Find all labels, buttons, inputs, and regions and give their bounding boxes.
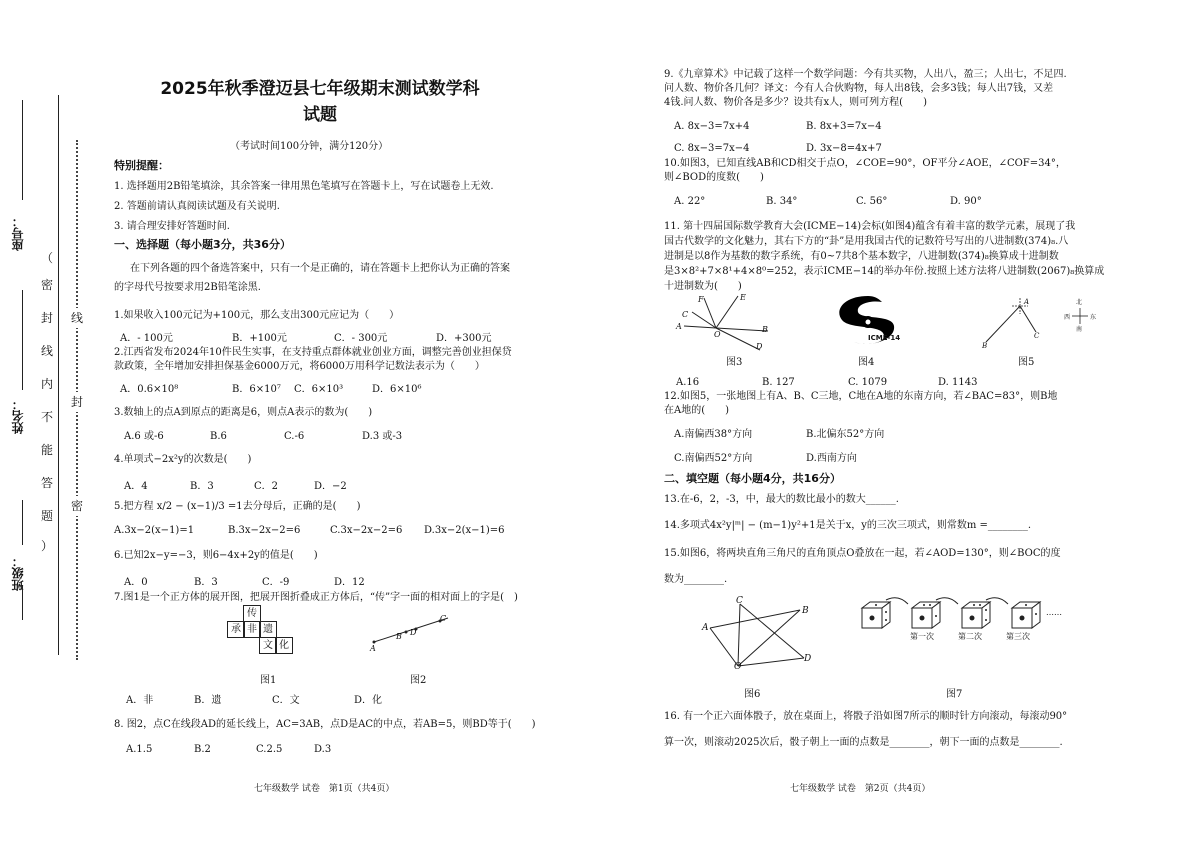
seal-char: 线 xyxy=(40,344,53,358)
fig6-label-d: D xyxy=(804,654,812,664)
net-cell: 传 xyxy=(243,605,261,622)
fig5-label-b: B xyxy=(982,342,988,350)
option: B.3x−2x−2=6 xyxy=(228,525,301,536)
class-label: 班级： xyxy=(11,555,25,591)
question-11-cont: 国古代数学的文化魅力，其右下方的“卦”是用我国古代的记数符号写出的八进制数(374)₈.八 xyxy=(664,236,1069,247)
option: D. 3x−8=4x+7 xyxy=(806,143,882,154)
seal-xian: 线 xyxy=(70,308,84,328)
option: A. 22° xyxy=(674,196,706,207)
section1-instruction: 的字母代号按要求用2B铅笔涂黑. xyxy=(114,282,261,293)
exam-title-2: 试题 xyxy=(303,105,337,125)
option: B. 34° xyxy=(766,196,798,207)
option: A．0 xyxy=(124,577,148,588)
question-16-cont: 算一次，则滚动2025次后，骰子朝上一面的点数是________，朝下一面的点数是________. xyxy=(664,737,1063,748)
seat-underline xyxy=(22,100,23,200)
question-4: 4.单项式−2x²y的次数是( ) xyxy=(114,454,252,465)
fig2-label-a: A xyxy=(370,644,376,653)
section1-instruction: 在下列各题的四个备选答案中，只有一个是正确的，请在答题卡上把你认为正确的答案 xyxy=(130,263,510,274)
notice-item: 2. 答题前请认真阅读试题及有关说明. xyxy=(114,201,280,212)
seal-char: 内 xyxy=(40,377,53,391)
question-15: 15.如图6，将两块直角三角尺的直角顶点O叠放在一起，若∠AOD=130°，则∠BOC的度 xyxy=(664,548,1061,559)
question-10: 10.如图3，已知直线AB和CD相交于点O，∠COE=90°，OF平分∠AOE，∠COF=34°， xyxy=(664,158,1066,169)
question-9: 9.《九章算术》中记载了这样一个数学问题：今有共买物，人出八，盈三；人出七，不足四. xyxy=(664,69,1067,80)
fig3-label-d: D xyxy=(756,342,763,351)
figure-4-caption: 图4 xyxy=(858,357,875,368)
option: A.3x−2(x−1)=1 xyxy=(114,525,195,536)
seal-char: 题 xyxy=(40,509,53,523)
option: C.南偏西52°方向 xyxy=(674,453,753,464)
fig3-label-f: F xyxy=(698,295,704,304)
notice-heading: 特别提醒： xyxy=(114,159,169,172)
question-12: 12.如图5，一张地图上有A、B、C三地，C地在A地的东南方向，若∠BAC=83°，则B地 xyxy=(664,391,1058,402)
figure-1-caption: 图1 xyxy=(260,675,277,686)
option: C. 56° xyxy=(856,196,888,207)
option: A．非 xyxy=(126,695,154,706)
fig6-label-b: B xyxy=(802,606,809,616)
question-16: 16. 有一个正六面体骰子，放在桌面上，将骰子沿如图7所示的顺时针方向滚动，每滚动90° xyxy=(664,711,1068,722)
figure-2-caption: 图2 xyxy=(410,675,427,686)
figure-6-triangles xyxy=(704,600,814,670)
fig6-label-c: C xyxy=(736,596,743,606)
class-underline xyxy=(22,500,23,545)
fig3-label-e: E xyxy=(740,293,746,302)
seal-char: 不 xyxy=(40,410,53,424)
fig5-label-a: A xyxy=(1024,298,1030,306)
option: C．2 xyxy=(254,481,279,492)
fig3-label-o: O xyxy=(714,330,721,339)
name-label: 姓名： xyxy=(11,398,25,434)
question-6: 6.已知2x−y=−3，则6−4x+2y的值是( ) xyxy=(114,550,318,561)
page-2-footer: 七年级数学 试卷 第2页（共4页） xyxy=(790,784,931,794)
seal-char: ） xyxy=(40,539,53,553)
name-underline xyxy=(22,290,23,390)
page-1-footer: 七年级数学 试卷 第1页（共4页） xyxy=(254,784,395,794)
option: C．6×10³ xyxy=(294,384,344,395)
fig4-text: ICME-14 xyxy=(868,334,901,342)
option: A．4 xyxy=(124,481,148,492)
option: D．化 xyxy=(354,695,383,706)
question-3: 3.数轴上的点A到原点的距离是6，则点A表示的数为( ) xyxy=(114,407,373,418)
option: D.3 或-3 xyxy=(362,431,403,442)
net-cell: 遗 xyxy=(259,621,277,638)
figure-6-caption: 图6 xyxy=(744,689,761,700)
question-11-cont: 是3×8²+7×8¹+4×8⁰=252，表示ICME−14的举办年份.按照上述方法将八进制数(2067)₈换算成 xyxy=(664,266,1105,277)
option: A.6 或-6 xyxy=(124,431,164,442)
seal-char: 答 xyxy=(40,476,53,490)
compass-north: 北 xyxy=(1076,299,1083,306)
option: A．- 100元 xyxy=(120,333,173,344)
seal-char: 能 xyxy=(40,443,53,457)
question-15-cont: 数为________. xyxy=(664,574,728,585)
option: B．3 xyxy=(190,481,214,492)
option: B.北偏东52°方向 xyxy=(806,429,885,440)
option: D. 1143 xyxy=(938,377,978,388)
option: A.1.5 xyxy=(126,744,153,755)
question-1: 1.如果收入100元记为+100元，那么支出300元应记为（ ） xyxy=(114,310,400,321)
option: C.-6 xyxy=(284,431,305,442)
option: B. 8x+3=7x−4 xyxy=(806,121,882,132)
seat-label: 座号： xyxy=(11,215,25,251)
fig3-label-a: A xyxy=(676,322,682,331)
option: D.3 xyxy=(314,744,332,755)
option: B.6 xyxy=(210,431,227,442)
option: D.3x−2(x−1)=6 xyxy=(424,525,505,536)
exam-subtitle: （考试时间100分钟，满分120分） xyxy=(230,141,389,152)
option: D．12 xyxy=(334,577,365,588)
question-2-cont: 款政策，全年增加安排担保基金6000万元，将6000万用科学记数法表示为（ ） xyxy=(114,361,485,372)
option: B．3 xyxy=(194,577,218,588)
option: B．6×10⁷ xyxy=(232,384,281,395)
seal-char: 密 xyxy=(40,278,53,292)
compass-east: 东 xyxy=(1090,314,1097,321)
dice-ellipsis: …… xyxy=(1046,608,1062,617)
option: D．6×10⁶ xyxy=(372,384,422,395)
option: C.2.5 xyxy=(256,744,283,755)
figure-7-caption: 图7 xyxy=(946,689,963,700)
option: D．+300元 xyxy=(436,333,492,344)
option: D.西南方向 xyxy=(806,453,857,464)
notice-item: 3. 请合理安排好答题时间. xyxy=(114,221,230,232)
option: C．-9 xyxy=(262,577,290,588)
option: B.2 xyxy=(194,744,211,755)
section1-title: 一、选择题（每小题3分，共36分） xyxy=(114,238,291,251)
class-underline-2 xyxy=(22,585,23,620)
question-8: 8. 图2，点C在线段AD的延长线上，AC=3AB，点D是AC的中点，若AB=5，则BD等于( ) xyxy=(114,719,536,730)
option: C．文 xyxy=(272,695,300,706)
option: D. 90° xyxy=(950,196,982,207)
question-5: 5.把方程 x/2 − (x−1)/3 =1去分母后，正确的是( ) xyxy=(114,501,361,512)
question-2: 2.江西省发布2024年10件民生实事，在支持重点群体就业创业方面，调整完善创业担保贷 xyxy=(114,347,512,358)
option: B．+100元 xyxy=(232,333,287,344)
fig6-label-a: A xyxy=(702,623,709,633)
net-cell: 文 xyxy=(259,637,277,654)
section2-title: 二、填空题（每小题4分，共16分） xyxy=(664,472,841,485)
question-9-cont: 问人数、物价各几何？译文：今有人合伙购物，每人出8钱，会多3钱；每人出7钱，又差 xyxy=(664,83,1054,94)
figure-3-caption: 图3 xyxy=(726,357,743,368)
fig2-label-d: D xyxy=(410,628,417,637)
option: C. 1079 xyxy=(848,377,888,388)
question-11-cont: 进制是以8作为基数的数字系统，有0~7共8个基本数字，八进制数(374)₈换算成十进制数 xyxy=(664,251,1059,262)
seal-feng: 封 xyxy=(70,392,84,412)
question-11-cont: 十进制数为( ) xyxy=(664,281,742,292)
dice-label: 第三次 xyxy=(1006,632,1030,641)
net-cell: 承 xyxy=(227,621,245,638)
question-12-cont: 在A地的( ) xyxy=(664,405,730,416)
seal-char: （ xyxy=(40,251,53,265)
fig3-label-c: C xyxy=(682,310,689,319)
option: B．遗 xyxy=(194,695,222,706)
fig3-label-b: B xyxy=(762,325,768,334)
exam-title: 2025年秋季澄迈县七年级期末测试数学科 xyxy=(160,79,480,99)
net-cell: 化 xyxy=(275,637,293,654)
compass-west: 西 xyxy=(1064,314,1071,321)
compass-south: 南 xyxy=(1076,326,1083,333)
option: B. 127 xyxy=(762,377,795,388)
fig2-label-c: C xyxy=(440,614,447,623)
question-14: 14.多项式4x²y|ᵐ| − (m−1)y²+1是关于x，y的三次三项式，则常数m =________. xyxy=(664,520,1032,531)
option: A.16 xyxy=(676,377,700,388)
option: A. 8x−3=7x+4 xyxy=(674,121,750,132)
binding-line xyxy=(58,95,59,655)
option: A.南偏西38°方向 xyxy=(674,429,753,440)
notice-item: 1. 选择题用2B铅笔填涂，其余答案一律用黑色笔填写在答题卡上，写在试题卷上无效. xyxy=(114,181,494,192)
question-7: 7.图1是一个正方体的展开图，把展开图折叠成正方体后，“传”字一面的相对面上的字是( ) xyxy=(114,592,518,603)
dice-label: 第二次 xyxy=(958,632,982,641)
dice-label: 第一次 xyxy=(910,632,934,641)
question-10-cont: 则∠BOD的度数( ) xyxy=(664,172,764,183)
seal-char: 封 xyxy=(40,311,53,325)
option: C．- 300元 xyxy=(334,333,388,344)
fig6-label-o: O xyxy=(734,662,742,672)
net-cell: 非 xyxy=(243,621,261,638)
question-9-cont: 4钱.问人数、物价各是多少？设共有x人，则可列方程( ) xyxy=(664,97,927,108)
fig5-label-c: C xyxy=(1034,332,1040,340)
option: C.3x−2x−2=6 xyxy=(330,525,403,536)
seal-mi: 密 xyxy=(70,496,84,516)
question-11: 11. 第十四届国际数学教育大会(ICME−14)会标(如图4)蕴含有着丰富的数学元素，展现了我 xyxy=(664,221,1076,232)
question-13: 13.在-6，2，-3，中，最大的数比最小的数大______. xyxy=(664,494,899,505)
option: A．0.6×10⁸ xyxy=(120,384,179,395)
fig2-label-b: B xyxy=(396,632,402,641)
figure-5-caption: 图5 xyxy=(1018,357,1035,368)
figure-3-angles xyxy=(680,292,780,352)
option: C. 8x−3=7x−4 xyxy=(674,143,750,154)
option: D．−2 xyxy=(314,481,347,492)
